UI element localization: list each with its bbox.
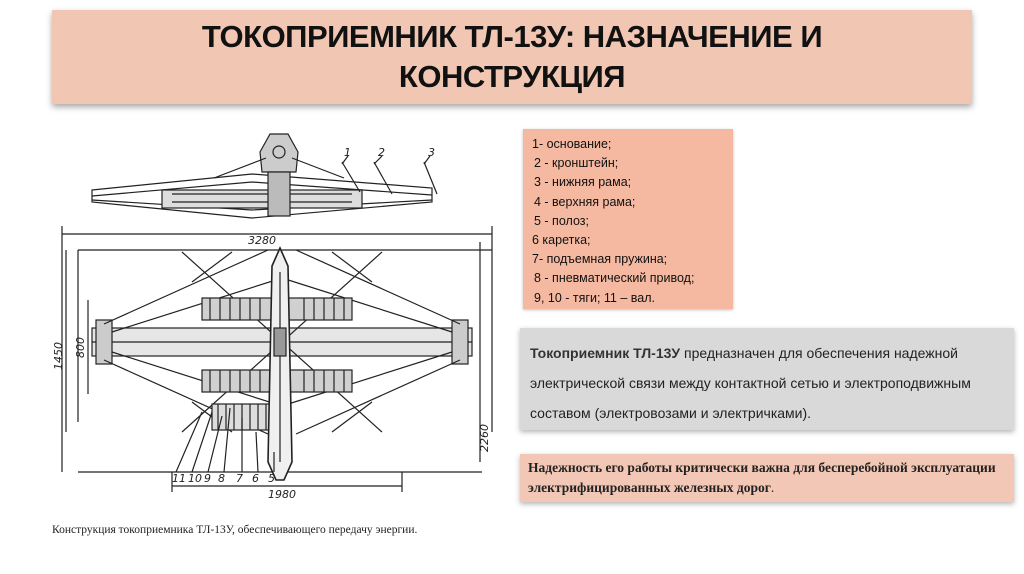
legend-box bbox=[523, 129, 733, 309]
dim-2260: 2260 bbox=[478, 424, 491, 452]
note-text: Надежность его работы критически важна для бесперебойной эксплуатации электрифицированных железных дорог bbox=[528, 460, 996, 495]
label-7: 7 bbox=[236, 472, 243, 485]
info-box bbox=[520, 328, 1014, 430]
note-period: . bbox=[770, 480, 775, 495]
label-2: 2 bbox=[378, 146, 385, 159]
label-10: 10 bbox=[188, 472, 202, 485]
label-6: 6 bbox=[252, 472, 259, 485]
legend-item: 9, 10 - тяги; 11 – вал. bbox=[534, 290, 655, 305]
plan-view bbox=[78, 248, 492, 480]
dim-3280: 3280 bbox=[248, 234, 276, 247]
legend-item: 8 - пневматический привод; bbox=[534, 271, 695, 286]
dim-800: 800 bbox=[74, 337, 87, 358]
label-5: 5 bbox=[268, 472, 275, 485]
label-3: 3 bbox=[428, 146, 435, 159]
legend-item: 2 - кронштейн; bbox=[534, 156, 619, 171]
info-bold-term: Токоприемник ТЛ-13У bbox=[530, 345, 681, 361]
label-11: 11 bbox=[172, 472, 186, 485]
figure-caption: Конструкция токоприемника ТЛ-13У, обеспечивающего передачу энергии. bbox=[52, 524, 418, 536]
pantograph-diagram bbox=[52, 132, 496, 507]
legend-item: 5 - полоз; bbox=[534, 213, 589, 228]
label-1: 1 bbox=[344, 146, 351, 159]
dim-1450: 1450 bbox=[52, 342, 65, 370]
legend-item: 3 - нижняя рама; bbox=[534, 175, 632, 190]
legend-item: 7- подъемная пружина; bbox=[532, 252, 668, 267]
legend-item: 1- основание; bbox=[532, 137, 612, 151]
page-title: ТОКОПРИЕМНИК ТЛ-13У: НАЗНАЧЕНИЕ И КОНСТРУКЦИЯ bbox=[201, 19, 823, 94]
label-8: 8 bbox=[218, 472, 225, 485]
legend-item: 6 каретка; bbox=[532, 233, 591, 248]
info-text: предназначен для обеспечения надежной электрической связи между контактной сетью и электроподвижным составом (электровозами и электричками). bbox=[530, 345, 971, 421]
side-view bbox=[92, 134, 437, 218]
legend-item: 4 - верхняя рама; bbox=[534, 194, 636, 209]
label-9: 9 bbox=[204, 472, 211, 485]
dim-1980: 1980 bbox=[268, 488, 296, 501]
note-box bbox=[520, 454, 1014, 502]
title-banner bbox=[52, 10, 972, 104]
